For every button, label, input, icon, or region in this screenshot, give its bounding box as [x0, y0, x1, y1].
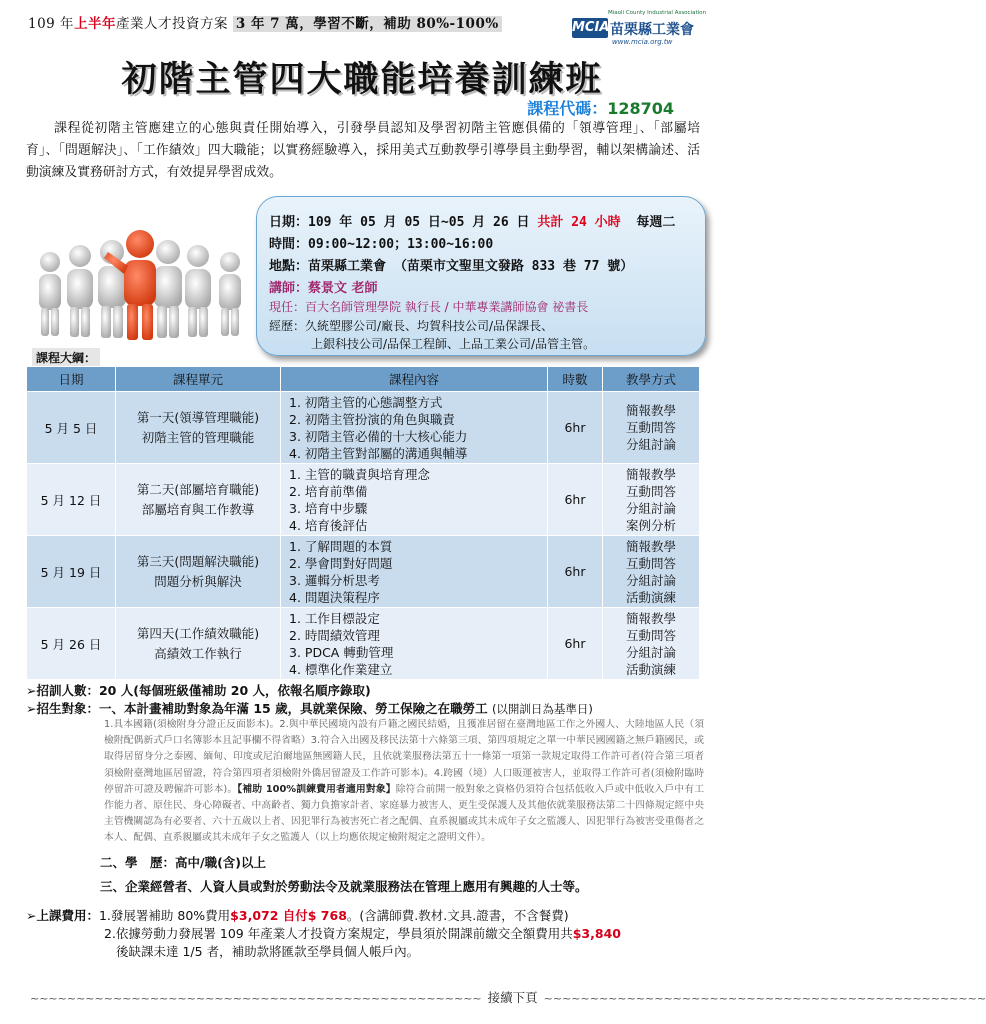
recruit-count: ➢招訓人數：20 人(每個班級僅補助 20 人，依報名順序錄取) [26, 683, 371, 698]
logo-subtitle: Miaoli County Industrial Association [608, 10, 707, 16]
unit-day: 第一天(領導管理職能) [136, 409, 260, 425]
info-experience-1: 經歷：久統塑膠公司/廠長、均賀科技公司/品保課長、 [269, 319, 554, 333]
education-line: 二、學 歷：高中/職(含)以上 [100, 855, 266, 870]
fee-line1b: 。(含講師費.教材.文具.證書，不含餐費) [346, 908, 569, 923]
row-hours: 6hr [548, 464, 603, 536]
row-content [281, 464, 548, 536]
row-date: 5 月 19 日 [27, 536, 116, 608]
content-item: 4. 初階主管對部屬的溝通與輔導 [289, 445, 468, 461]
row-unit [116, 536, 281, 608]
content-item: 2. 培育前準備 [289, 483, 368, 499]
table-row [27, 464, 700, 536]
logo-mark: MCIA [572, 18, 608, 38]
header-program: 產業人才投資方案 [116, 16, 229, 32]
row-hours: 6hr [548, 392, 603, 464]
row-date: 5 月 12 日 [27, 464, 116, 536]
row-method [603, 392, 700, 464]
outline-label: 課程大綱： [32, 348, 100, 367]
method-item: 互動問答 [625, 483, 676, 499]
team-figures-image [30, 222, 256, 342]
fee-amount: $3,072 自付$ 768 [230, 908, 347, 923]
header-half: 上半年 [74, 16, 117, 32]
method-item: 案例分析 [625, 517, 676, 533]
row-content [281, 392, 548, 464]
info-date-row [269, 211, 675, 230]
method-item: 活動演練 [625, 589, 676, 605]
unit-day: 第二天(部屬培育職能) [136, 481, 260, 497]
header-slogan: 3 年 7 萬，學習不斷，補助 80%-100% [233, 16, 502, 32]
info-time: 時間：09:00~12:00；13:00~16:00 [269, 237, 494, 252]
fee-line1a: 1.發展署補助 80%費用 [98, 908, 231, 923]
row-unit [116, 464, 281, 536]
eligibility-text: 1.具本國籍(須檢附身分證正反面影本)。2.與中華民國境內設有戶籍之國民結婚，且獲准居留在臺灣地區工作之外國人、大陸地區人民（須檢附配偶新式戶口名簿影本且記事欄不得省略）3.符合入出國及移民法第十六條第三項、第四項規定之單一中華民國國籍之無戶籍國民，或取得居留身分之泰國、緬甸、印度或尼泊爾地區無國籍人民，且依就業服務法第五十一條第一項第一款規定取得工作許可者(符合第三項者須檢附臺灣地區居留證，符合第四項者須檢附外僑居留證及工作許可影本)。4.跨國（境）人口販運被害人，並取得工作許可者(須檢附臨時停留許可證及聘僱許可影本)。 [104, 719, 704, 795]
unit-day: 第四天(工作績效職能) [136, 625, 260, 641]
row-hours: 6hr [548, 536, 603, 608]
fee-label: ➢上課費用： [26, 908, 99, 923]
info-lecturer: 講師：蔡景文 老師 [269, 281, 378, 296]
target-text: ➢招生對象：一、本計畫補助對象為年滿 15 歲，具就業保險、勞工保險之在職勞工 [26, 701, 488, 716]
row-content [281, 608, 548, 680]
fee-total: $3,840 [572, 926, 621, 941]
fee-line-2 [104, 924, 621, 942]
col-method: 教學方式 [603, 367, 700, 392]
col-hours: 時數 [548, 367, 603, 392]
continued-label: 接續下頁 [487, 990, 538, 1005]
fee-line-1 [26, 906, 569, 924]
row-method [603, 536, 700, 608]
unit-topic: 高績效工作執行 [154, 645, 242, 661]
method-item: 分組討論 [625, 572, 676, 588]
row-unit [116, 392, 281, 464]
fee-line-3: 後缺課未達 1/5 者，補助款將匯款至學員個人帳戶內。 [116, 944, 420, 959]
info-total-hours: 共計 24 小時 [537, 215, 621, 230]
third-criteria: 三、企業經營者、人資人員或對於勞動法令及就業服務法在管理上應用有興趣的人士等。 [100, 879, 588, 894]
table-header-row [27, 367, 700, 392]
unit-topic: 部屬培育與工作教導 [141, 501, 255, 517]
intro-paragraph: 課程從初階主管應建立的心態與責任開始導入，引發學員認知及學習初階主管應俱備的「領導管理」、「部屬培育」、「問題解決」、「工作績效」四大職能；以實務經驗導入，採用美式互動教學引導學員主動學習，輔以架構論述、活動演練及實務研討方式，有效提昇學習成效。 [26, 121, 700, 180]
method-item: 分組討論 [625, 500, 676, 516]
header-line [28, 12, 502, 32]
info-place: 地點：苗栗縣工業會 （苗栗市文聖里文發路 833 巷 77 號） [269, 259, 634, 274]
logo-url: www.mcia.org.tw [612, 38, 673, 46]
mcia-logo [572, 8, 712, 50]
content-item: 1. 初階主管的心態調整方式 [289, 394, 443, 410]
course-info-box [256, 196, 706, 356]
course-code-value: 128704 [607, 99, 674, 118]
method-item: 分組討論 [625, 644, 676, 660]
content-item: 4. 培育後評估 [289, 517, 368, 533]
page-title: 初階主管四大職能培養訓練班 [121, 59, 603, 100]
course-code-label: 課程代碼： [527, 99, 608, 118]
continued-separator: ~~~~~~~~~~~~~~~~~~~~~~~~~~~~~~~~~~~~~~~~~~~~~~~~~ 接續下頁 ~~~~~~~~~~~~~~~~~~~~~~~~~~~~~~~~~~~~~~~~~~~~~~~~ [30, 990, 986, 1005]
col-unit: 課程單元 [116, 367, 281, 392]
content-item: 4. 問題決策程序 [289, 589, 380, 605]
method-item: 簡報教學 [625, 466, 676, 482]
table-row [27, 392, 700, 464]
content-item: 1. 主管的職責與培育理念 [289, 466, 430, 482]
method-item: 互動問答 [625, 420, 676, 435]
info-weekday: 每週二 [636, 215, 676, 230]
content-item: 3. 培育中步驟 [289, 500, 368, 516]
info-experience-2: 上銀科技公司/品保工程師、上品工業公司/品管主管。 [311, 337, 596, 351]
content-item: 2. 學會問對好問題 [289, 555, 393, 571]
content-item: 1. 工作目標設定 [289, 610, 380, 626]
method-item: 活動演練 [625, 661, 676, 677]
eligibility-block [104, 717, 704, 847]
unit-day: 第三天(問題解決職能) [136, 553, 260, 569]
method-item: 互動問答 [625, 627, 676, 643]
col-content: 課程內容 [281, 367, 548, 392]
col-date: 日期 [27, 367, 116, 392]
row-content [281, 536, 548, 608]
course-code [527, 96, 674, 119]
unit-topic: 初階主管的管理職能 [141, 429, 255, 445]
method-item: 簡報教學 [625, 538, 676, 554]
logo-name: 苗栗縣工業會 [610, 22, 694, 38]
unit-topic: 問題分析與解決 [154, 573, 242, 589]
content-item: 1. 了解問題的本質 [289, 538, 393, 554]
content-item: 3. PDCA 轉動管理 [289, 644, 394, 660]
fee-line2a: 2.依據勞動力發展署 109 年產業人才投資方案規定，學員須於開課前繳交全額費用共 [104, 926, 573, 941]
info-current-position: 現任：百大名師管理學院 執行長 / 中華專業講師協會 祕書長 [269, 300, 589, 314]
content-item: 3. 邏輯分析思考 [289, 572, 380, 588]
target-line [26, 699, 593, 717]
row-method [603, 464, 700, 536]
row-unit [116, 608, 281, 680]
header-year: 109 年 [28, 16, 75, 32]
eligibility-text-2: 除符合前開一般對象之資格仍須符合包括低收入戶或中低收入戶中有工作能力者、原住民、身心障礙者、中高齡者、獨力負擔家計者、家庭暴力被害人、更生受保護人及其他依就業服務法第二十四條規定經中央主管機關認為有必要者、六十五歲以上者、因犯罪行為被害死亡者之配偶、直系親屬或其未成年子女之監護人、因犯罪行為被害受重傷者之本人、配偶、直系親屬或其未成年子女之監護人（以上均應依規定檢附規定之證明文件）。 [104, 783, 704, 844]
row-date: 5 月 26 日 [27, 608, 116, 680]
content-item: 3. 初階主管必備的十大核心能力 [289, 428, 468, 444]
content-item: 2. 時間績效管理 [289, 627, 380, 643]
target-note: (以開訓日為基準日) [491, 702, 593, 716]
course-table [26, 366, 700, 680]
subsidy-note: 【補助 100%訓練費用者適用對象】 [237, 783, 396, 795]
row-hours: 6hr [548, 608, 603, 680]
table-row [27, 536, 700, 608]
content-item: 2. 初階主管扮演的角色與職責 [289, 411, 455, 427]
content-item: 4. 標準化作業建立 [289, 661, 393, 677]
method-item: 簡報教學 [625, 403, 676, 418]
row-method [603, 608, 700, 680]
method-item: 簡報教學 [625, 610, 676, 626]
method-item: 互動問答 [625, 555, 676, 571]
info-date: 日期：109 年 05 月 05 日~05 月 26 日 [269, 215, 530, 230]
table-row [27, 608, 700, 680]
method-item: 分組討論 [625, 437, 676, 452]
row-date: 5 月 5 日 [27, 392, 116, 464]
